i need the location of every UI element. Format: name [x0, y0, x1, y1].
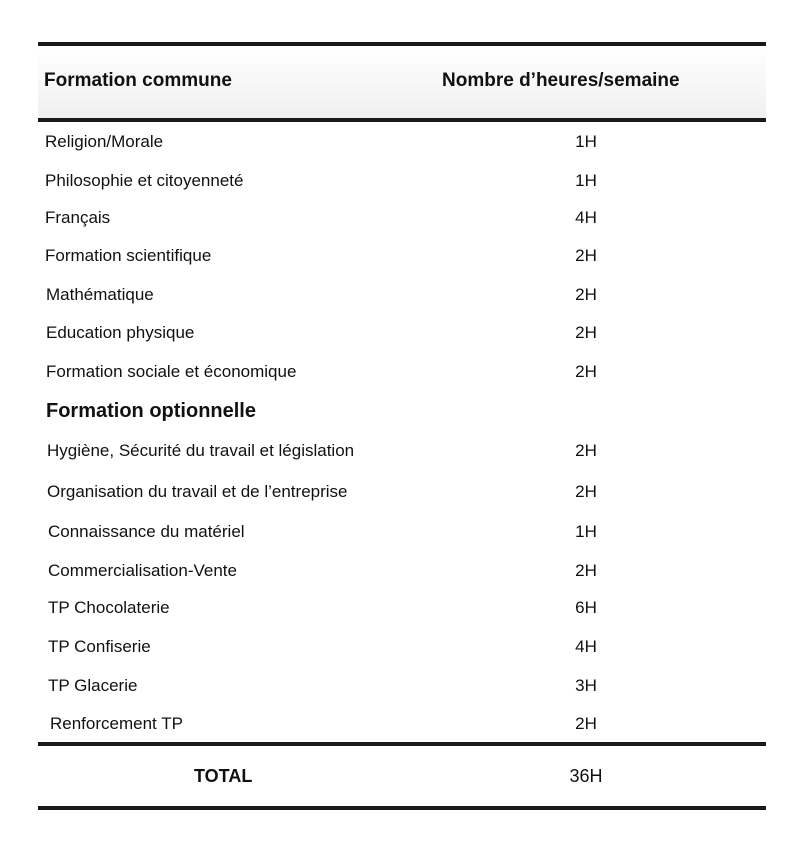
row-label: TP Confiserie [48, 637, 151, 656]
row-hours: 3H [575, 676, 597, 695]
row-label: Philosophie et citoyenneté [45, 171, 244, 190]
row-hours: 4H [575, 637, 597, 656]
table-row [0, 285, 800, 323]
row-label: Renforcement TP [50, 714, 183, 733]
row-hours: 2H [575, 441, 597, 460]
row-hours: 2H [575, 362, 597, 381]
table-row [0, 132, 800, 170]
row-label: TP Chocolaterie [48, 598, 170, 617]
total-hours: 36H [569, 766, 603, 786]
row-hours: 1H [575, 171, 597, 190]
table-row [0, 246, 800, 284]
row-label: Mathématique [46, 285, 154, 304]
header-rule [38, 118, 766, 122]
row-label: Formation sociale et économique [46, 362, 297, 381]
row-label: TP Glacerie [48, 676, 138, 695]
table-row [0, 323, 800, 361]
table-row [0, 598, 800, 636]
bottom-rule [38, 806, 766, 810]
row-label: Commercialisation-Vente [48, 561, 237, 580]
total-label: TOTAL [194, 766, 253, 786]
row-hours: 4H [575, 208, 597, 227]
row-hours: 2H [575, 561, 597, 580]
row-label: Education physique [46, 323, 195, 342]
row-hours: 2H [575, 714, 597, 733]
table-row [0, 522, 800, 560]
table-row [0, 482, 800, 520]
table-row [0, 561, 800, 599]
section-title-formation-optionnelle: Formation optionnelle [46, 400, 256, 422]
table-row [0, 637, 800, 675]
table-row [0, 441, 800, 479]
row-label: Religion/Morale [45, 132, 164, 151]
header-formation-commune: Formation commune [44, 70, 232, 91]
row-hours: 2H [575, 323, 597, 342]
row-label: Hygiène, Sécurité du travail et législation [47, 441, 355, 460]
row-hours: 1H [575, 132, 597, 151]
row-label: Connaissance du matériel [48, 522, 245, 541]
row-label: Organisation du travail et de l’entreprise [47, 482, 348, 501]
header-hours-per-week: Nombre d’heures/semaine [442, 70, 680, 91]
row-label: Formation scientifique [45, 246, 212, 265]
row-hours: 2H [575, 246, 597, 265]
table-row [0, 714, 800, 752]
row-hours: 1H [575, 522, 597, 541]
total-top-rule [38, 742, 766, 746]
table-row [0, 208, 800, 246]
table-row [0, 171, 800, 209]
table-row [0, 676, 800, 714]
row-hours: 6H [575, 598, 597, 617]
table-row [0, 362, 800, 400]
row-hours: 2H [575, 482, 597, 501]
row-hours: 2H [575, 285, 597, 304]
row-label: Français [45, 208, 111, 227]
